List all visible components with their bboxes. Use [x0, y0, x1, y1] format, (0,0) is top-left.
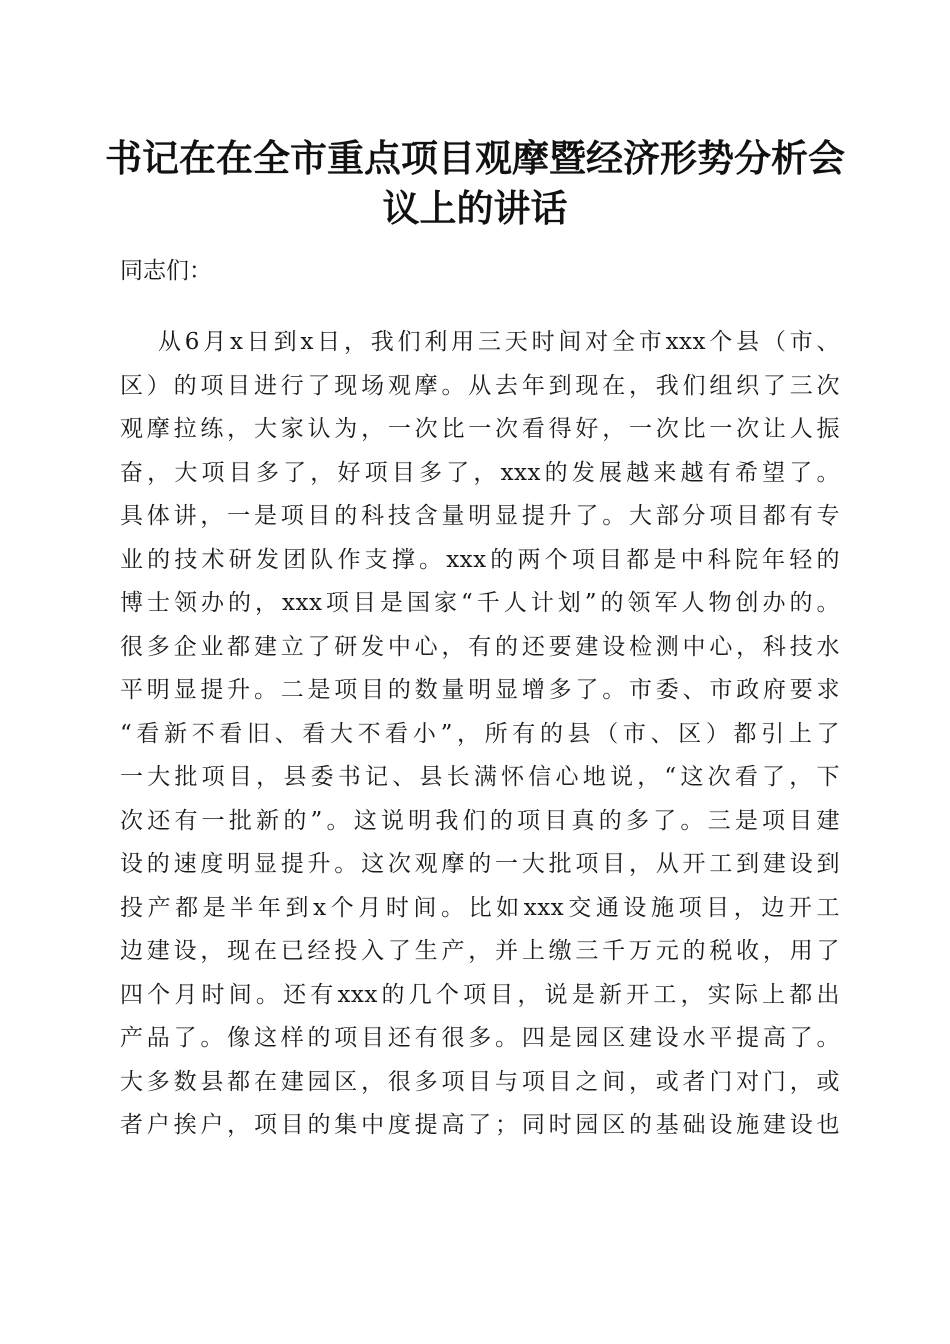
body-line: 业的技术研发团队作支撑。xxx的两个项目都是中科院年轻的: [120, 546, 840, 573]
body-line: 从6月x日到x日，我们利用三天时间对全市xxx个县（市、: [158, 329, 840, 355]
body-line: 者户挨户，项目的集中度提高了；同时园区的基础设施建设也: [120, 1112, 840, 1138]
body-line: 边建设，现在已经投入了生产，并上缴三千万元的税收，用了: [120, 938, 840, 964]
body-line: 投产都是半年到x个月时间。比如xxx交通设施项目，边开工: [120, 894, 840, 921]
body-line: 四个月时间。还有xxx的几个项目，说是新开工，实际上都出: [120, 981, 840, 1008]
body-line: 平明显提升。二是项目的数量明显增多了。市委、市政府要求: [120, 677, 840, 703]
body-line: “看新不看旧、看大不看小”，所有的县（市、区）都引上了: [120, 720, 840, 747]
document-title: [100, 133, 850, 233]
body-line: 区）的项目进行了现场观摩。从去年到现在，我们组织了三次: [120, 372, 840, 399]
body-line: 很多企业都建立了研发中心，有的还要建设检测中心，科技水: [120, 633, 840, 660]
body-line: 具体讲，一是项目的科技含量明显提升了。大部分项目都有专: [120, 503, 840, 529]
body-line: 大多数县都在建园区，很多项目与项目之间，或者门对门，或: [120, 1068, 840, 1095]
body-line: 一大批项目，县委书记、县长满怀信心地说，“这次看了，下: [120, 764, 840, 790]
salutation: 同志们：: [120, 258, 212, 284]
body-line: 观摩拉练，大家认为，一次比一次看得好，一次比一次让人振: [120, 416, 840, 442]
body-line: 产品了。像这样的项目还有很多。四是园区建设水平提高了。: [120, 1025, 840, 1051]
title-line-1: 书记在在全市重点项目观摩暨经济形势分析会: [105, 136, 845, 180]
title-line-2: 议上的讲话: [382, 186, 568, 230]
body-line: 奋，大项目多了，好项目多了，xxx的发展越来越有希望了。: [120, 459, 840, 486]
body-line: 设的速度明显提升。这次观摩的一大批项目，从开工到建设到: [120, 851, 840, 877]
body-line: 次还有一批新的”。这说明我们的项目真的多了。三是项目建: [120, 807, 840, 834]
body-line: 博士领办的，xxx项目是国家“千人计划”的领军人物创办的。: [120, 590, 840, 616]
body-paragraph: [120, 324, 840, 1151]
